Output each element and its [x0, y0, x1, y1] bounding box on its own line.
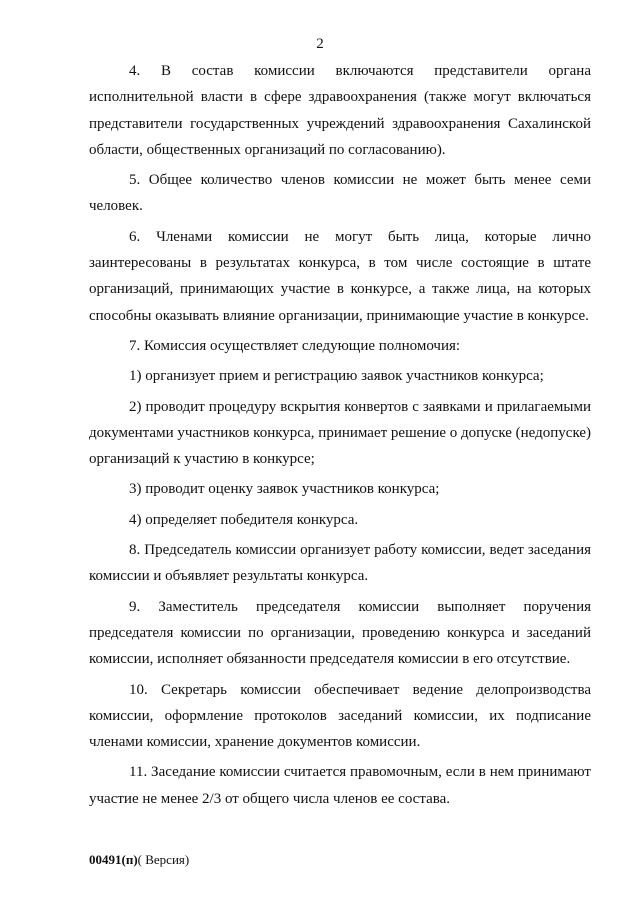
paragraph-7: 7. Комиссия осуществляет следующие полномочия: — [129, 337, 461, 354]
paragraph-7-item-3: 3) проводит оценку заявок участников конкурса; — [129, 481, 440, 498]
document-body — [89, 58, 591, 816]
document-version: ( Версия) — [137, 852, 190, 867]
paragraph-7-item-4: 4) определяет победителя конкурса. — [129, 511, 359, 528]
paragraph-7-item-1: 1) организует прием и регистрацию заявок участников конкурса; — [129, 368, 544, 385]
paragraph-5: 5. Общее количество членов комиссии не может быть менее семи человек. — [89, 172, 591, 215]
document-code: 00491(п) — [89, 852, 138, 867]
paragraph-6: 6. Членами комиссии не могут быть лица, которые лично заинтересованы в результатах конкурса, в том числе состоящие в штате организаций, принимающих участие в конкурсе, а также лица, на которых способны оказывать влияние организации, принимающие участие в конкурсе. — [89, 228, 591, 324]
paragraph-4: 4. В состав комиссии включаются представители органа исполнительной власти в сфере здравоохранения (также могут включаться представители государственных учреждений здравоохранения Сахалинской области, общественных организаций по согласованию). — [89, 63, 591, 158]
page-number: 2 — [316, 36, 324, 52]
paragraph-9: 9. Заместитель председателя комиссии выполняет поручения председателя комиссии по организации, проведению конкурса и заседаний комиссии, исполняет обязанности председателя комиссии в его отсутствие. — [89, 598, 591, 668]
paragraph-7-item-2: 2) проводит процедуру вскрытия конвертов с заявками и прилагаемыми документами участников конкурса, принимает решение о допуске (недопуске) организаций к участию в конкурсе; — [89, 398, 592, 468]
paragraph-8: 8. Председатель комиссии организует работу комиссии, ведет заседания комиссии и объявляет результаты конкурса. — [89, 542, 591, 585]
paragraph-11: 11. Заседание комиссии считается правомочным, если в нем принимают участие не менее 2/3 от общего числа членов ее состава. — [89, 764, 591, 807]
paragraph-10: 10. Секретарь комиссии обеспечивает ведение делопроизводства комиссии, оформление протоколов заседаний комиссии, их подписание членами комиссии, хранение документов комиссии. — [89, 681, 591, 751]
document-footer — [89, 852, 189, 868]
